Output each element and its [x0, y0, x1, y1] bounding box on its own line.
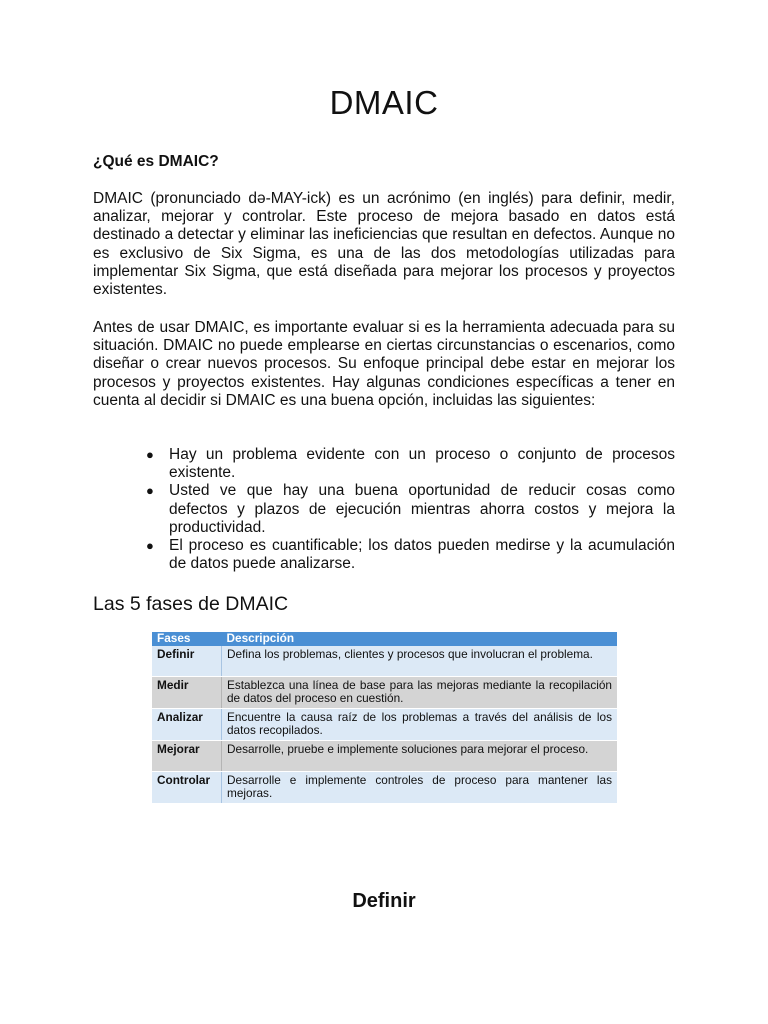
phases-table [152, 632, 617, 804]
definir-heading: Definir [352, 890, 416, 912]
table-header-row [152, 632, 617, 646]
list-item-text: Usted ve que hay una buena oportunidad de reducir cosas como defectos y plazos de ejecución mientras ahorra costos y mejora la productividad. [169, 482, 675, 536]
bullet-icon: ● [146, 483, 154, 499]
document-title: DMAIC [329, 84, 439, 121]
phase-cell: Definir [152, 646, 222, 677]
table-row [152, 676, 617, 708]
conditions-list [146, 446, 675, 573]
description-cell: Establezca una línea de base para las mejoras mediante la recopilación de datos del proceso en cuestión. [222, 676, 618, 708]
description-cell: Defina los problemas, clientes y procesos que involucran el problema. [222, 646, 618, 677]
phase-cell: Analizar [152, 708, 222, 740]
description-cell: Desarrolle e implemente controles de proceso para mantener las mejoras. [222, 771, 618, 803]
section-question: ¿Qué es DMAIC? [93, 153, 219, 170]
phase-cell: Controlar [152, 771, 222, 803]
table-row [152, 708, 617, 740]
list-item [146, 537, 675, 573]
description-cell: Desarrolle, pruebe e implemente soluciones para mejorar el proceso. [222, 740, 618, 771]
list-item-text: El proceso es cuantificable; los datos pueden medirse y la acumulación de datos puede analizarse. [169, 537, 675, 573]
phase-cell: Medir [152, 676, 222, 708]
phases-heading: Las 5 fases de DMAIC [93, 593, 289, 615]
bullet-icon: ● [146, 538, 154, 554]
paragraph-definition: DMAIC (pronunciado də-MAY-ick) es un acrónimo (en inglés) para definir, medir, analizar, mejorar y controlar. Este proceso de mejora basado en datos está destinado a detectar y eliminar las ineficiencias que resultan en defectos. Aunque no es exclusivo de Six Sigma, es una de las dos metodologías utilizadas para implementar Six Sigma, que está diseñada para mejorar los procesos y proyectos existentes. [93, 190, 675, 299]
list-item [146, 446, 675, 482]
description-cell: Encuentre la causa raíz de los problemas a través del análisis de los datos recopilados. [222, 708, 618, 740]
phase-cell: Mejorar [152, 740, 222, 771]
column-header-description: Descripción [222, 632, 618, 646]
bullet-icon: ● [146, 447, 154, 462]
column-header-phase: Fases [152, 632, 222, 646]
list-item [146, 482, 675, 537]
table-row [152, 646, 617, 677]
table-row [152, 771, 617, 803]
list-item-text: Hay un problema evidente con un proceso o conjunto de procesos existente. [169, 446, 675, 482]
paragraph-usage: Antes de usar DMAIC, es importante evaluar si es la herramienta adecuada para su situación. DMAIC no puede emplearse en ciertas circunstancias o escenarios, como diseñar o crear nuevos procesos. Su enfoque principal debe estar en mejorar los procesos y proyectos existentes. Hay algunas condiciones específicas a tener en cuenta al decidir si DMAIC es una buena opción, incluidas las siguientes: [93, 319, 675, 409]
table-row [152, 740, 617, 771]
